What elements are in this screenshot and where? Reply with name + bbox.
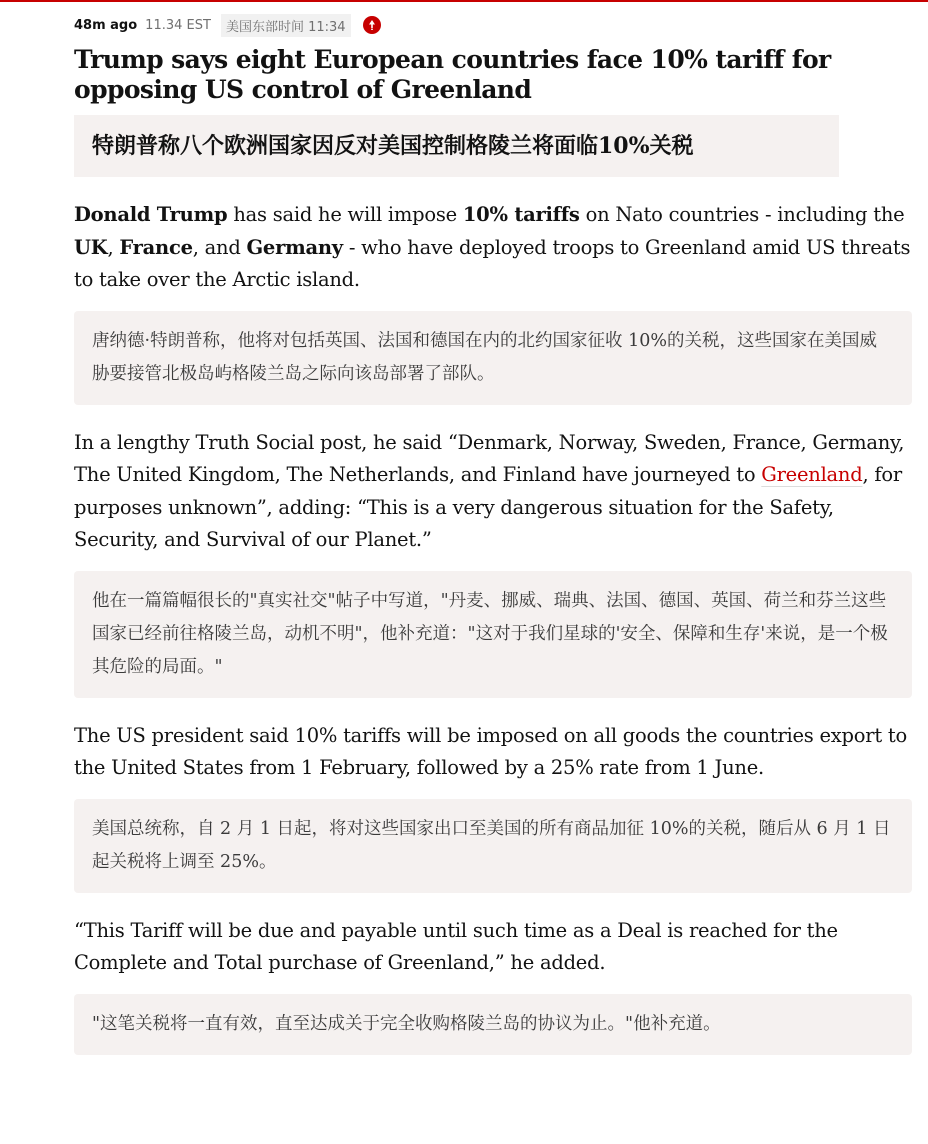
top-accent-rule: [0, 0, 928, 2]
entry-meta: [74, 12, 912, 38]
paragraph-3: The US president said 10% tariffs will be imposed on all goods the countries export to the United States from 1 February, followed by a 25% rate from 1 June.: [74, 723, 907, 779]
live-blog-entry: [74, 12, 912, 1055]
translation-1: 唐纳德·特朗普称，他将对包括英国、法国和德国在内的北约国家征收 10%的关税，这些国家在美国威胁要接管北极岛屿格陵兰岛之际向该岛部署了部队。: [74, 311, 912, 405]
translation-3: 美国总统称，自 2 月 1 日起，将对这些国家出口至美国的所有商品加征 10%的关税，随后从 6 月 1 日起关税将上调至 25%。: [74, 799, 912, 893]
bold-germany: Germany: [246, 235, 343, 259]
paragraph-4: “This Tariff will be due and payable until such time as a Deal is reached for the Complete and Total purchase of Greenland,” he added.: [74, 918, 838, 974]
time-est: 11.34 EST: [145, 17, 211, 33]
time-cn: 美国东部时间 11:34: [221, 14, 351, 37]
greenland-link[interactable]: Greenland: [761, 463, 863, 486]
translation-4: "这笔关税将一直有效，直至达成关于完全收购格陵兰岛的协议为止。"他补充道。: [74, 994, 912, 1055]
translation-2: 他在一篇篇幅很长的"真实社交"帖子中写道，"丹麦、挪威、瑞典、法国、德国、英国、荷兰和芬兰这些国家已经前往格陵兰岛，动机不明"，他补充道："这对于我们星球的'安全、保障和生存'来说，是一个极其危险的局面。": [74, 571, 912, 698]
paragraph-2: In a lengthy Truth Social post, he said “Denmark, Norway, Sweden, France, Germany, The United Kingdom, The Netherlands, and Finland have journeyed to Greenland, for purposes unknown”, adding: “This is a very dangerous situation for the Safety, Security, and Survival of our Planet.”: [74, 430, 905, 551]
time-ago[interactable]: 48m ago: [74, 17, 138, 33]
alert-pin-icon: [363, 16, 381, 34]
bold-donald-trump: Donald Trump: [74, 203, 228, 226]
bold-france: France: [119, 235, 193, 259]
bold-tariffs: 10% tariffs: [462, 203, 580, 226]
headline-translation: 特朗普称八个欧洲国家因反对美国控制格陵兰将面临10%关税: [74, 115, 839, 177]
paragraph-1: Donald Trump has said he will impose 10% tariffs on Nato countries - including the UK, France, and Germany - who have deployed troops to Greenland amid US threats to take over the Arctic island.: [74, 203, 911, 291]
bold-uk: UK: [74, 235, 108, 259]
headline: Trump says eight European countries face 10% tariff for opposing US control of Greenland: [74, 45, 831, 104]
